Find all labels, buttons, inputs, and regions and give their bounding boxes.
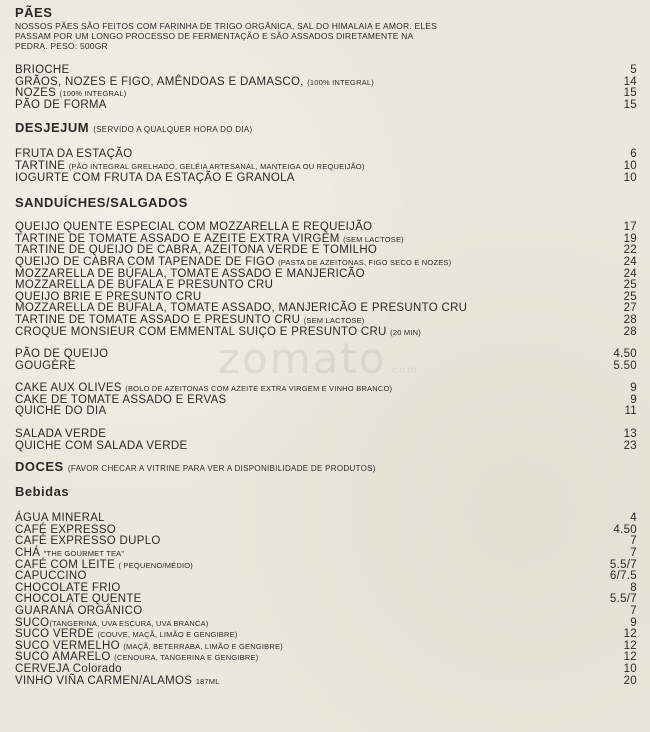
menu-item [15, 361, 637, 373]
menu-item [15, 88, 637, 100]
item-label: QUEIJO DE CABRA COM TAPENADE DE FIGO [15, 255, 279, 268]
item-price: 11 [624, 405, 637, 418]
item-price: 19 [623, 232, 637, 245]
section-title-paes: PÃES [15, 5, 53, 20]
section-title-bebidas: Bebidas [15, 484, 70, 500]
item-label: CAFÉ COM LEITE [15, 558, 119, 571]
item-price: 20 [623, 674, 637, 687]
item-price: 10 [623, 171, 637, 184]
item-price: 4.50 [613, 348, 637, 361]
item-label: MOZZARELLA DE BÚFALA, TOMATE ASSADO, MANJERICÃO E PRESUNTO CRU [15, 302, 468, 315]
item-name [15, 361, 76, 373]
item-label: SUCO [15, 616, 50, 629]
item-price: 9 [630, 616, 637, 629]
item-note: (100% INTEGRAL) [307, 77, 374, 87]
item-label: NOZES [15, 87, 60, 100]
menu-item [15, 173, 637, 185]
item-price: 13 [623, 428, 637, 441]
item-name [15, 441, 187, 453]
item-price: 4.50 [613, 523, 637, 536]
item-price: 22 [623, 244, 637, 257]
item-label: CERVEJA Colorado [15, 662, 122, 675]
item-note: ( PEQUENO/MÉDIO) [118, 560, 194, 570]
item-label: SUCO AMARELO [15, 651, 115, 664]
item-price: 8 [630, 581, 637, 594]
item-label: CHÁ [15, 547, 44, 560]
item-label: TARTINE DE TOMATE ASSADO E AZEITE EXTRA VIRGEM [15, 232, 344, 245]
paes-list [15, 65, 637, 111]
item-label: CHOCOLATE FRIO [15, 581, 121, 594]
item-price: 24 [623, 267, 637, 280]
menu-item [15, 149, 637, 161]
section-title-doces: DOCES (FAVOR CHECAR A VITRINE PARA VER A DISPONIBILIDADE DE PRODUTOS) [15, 459, 376, 475]
item-note: (BOLO DE AZEITONAS COM AZEITE EXTRA VIRGEM E VINHO BRANCO) [125, 384, 393, 394]
item-name [15, 327, 421, 339]
item-price: 27 [623, 302, 637, 315]
zomato-watermark: zomato.com [218, 334, 420, 383]
item-price: 12 [623, 628, 637, 641]
item-label: VINHO VIÑA CARMEN/ALAMOS [15, 674, 196, 687]
item-label: GRÃOS, NOZES E FIGO, AMÊNDOAS E DAMASCO, [15, 75, 308, 88]
item-label: CAPUCCINO [15, 570, 87, 583]
item-price: 10 [623, 159, 637, 172]
saladas-list [15, 429, 637, 452]
item-price: 10 [623, 662, 637, 675]
item-label: MOZZARELLA DE BÚFALA, TOMATE ASSADO E MANJERICÃO [15, 267, 365, 280]
item-label: QUICHE COM SALADA VERDE [15, 439, 188, 452]
item-label: QUEIJO QUENTE ESPECIAL COM MOZZARELLA E REQUEIJÃO [15, 221, 373, 234]
item-name [15, 100, 107, 112]
item-label: BRIOCHE [15, 64, 70, 76]
item-price: 7 [630, 547, 637, 560]
item-label: QUICHE DO DIA [15, 405, 107, 418]
item-label: GOUGÈRE [15, 359, 76, 372]
item-note: (TANGERINA, UVA ESCURA, UVA BRANCA) [49, 618, 209, 628]
item-price: 24 [623, 255, 637, 268]
sanduiches-list [15, 222, 637, 338]
item-label: CHOCOLATE QUENTE [15, 593, 142, 606]
item-price: 5.5/7 [609, 558, 637, 571]
item-price: 5 [630, 64, 637, 76]
item-name [15, 77, 374, 89]
item-note: (SEM LACTOSE) [303, 315, 365, 325]
item-label: TARTINE DE QUEIJO DE CABRA, AZEITONA VERDE E TOMILHO [15, 244, 378, 257]
item-label: CAKE AUX OLIVES [15, 382, 126, 395]
item-label: CAFÉ EXPRESSO DUPLO [15, 535, 161, 548]
desjejum-note: (SERVIDO A QUALQUER HORA DO DIA) [93, 125, 253, 135]
item-price: 6 [630, 148, 637, 161]
item-label: MOZZARELLA DE BÚFALA E PRESUNTO CRU [15, 279, 274, 292]
item-note: (COUVE, MAÇÃ, LIMÃO E GENGIBRE) [97, 630, 238, 640]
item-note: (MAÇÃ, BETERRABA, LIMÃO E GENGIBRE) [123, 641, 283, 651]
section-title-sanduiches: SANDUÍCHES/SALGADOS [15, 195, 188, 211]
item-price: 6/7.5 [609, 570, 637, 583]
item-label: QUEIJO BRIE E PRESUNTO CRU [15, 290, 202, 303]
menu-item [15, 77, 637, 89]
item-name [15, 676, 220, 688]
item-price: 17 [623, 221, 637, 234]
item-label: IOGURTE COM FRUTA DA ESTAÇÃO E GRANOLA [15, 171, 295, 184]
cakes-list [15, 383, 637, 418]
menu-item [15, 327, 637, 339]
item-note: 187ML [195, 676, 220, 686]
item-price: 28 [623, 313, 637, 326]
menu-item [15, 441, 637, 453]
item-price: 7 [630, 535, 637, 548]
desjejum-list [15, 149, 637, 184]
item-price: 14 [623, 75, 637, 88]
item-note: "THE GOURMET TEA" [43, 549, 125, 559]
item-price: 28 [623, 325, 637, 338]
item-price: 12 [623, 639, 637, 652]
item-label: SALADA VERDE [15, 428, 107, 441]
item-label: TARTINE [15, 159, 69, 172]
item-name [15, 173, 295, 185]
item-price: 23 [623, 439, 637, 452]
item-label: SUCO VERDE [15, 628, 98, 641]
item-label: SUCO VERMELHO [15, 639, 124, 652]
item-price: 9 [630, 393, 637, 406]
section-title-desjejum: DESJEJUM (SERVIDO A QUALQUER HORA DO DIA) [15, 120, 253, 136]
item-price: 25 [623, 279, 637, 292]
item-note: (PÃO INTEGRAL GRELHADO, GELÉIA ARTESANAL, MANTEIGA OU REQUEIJÃO) [68, 161, 365, 171]
item-label: PÃO DE QUEIJO [15, 348, 109, 361]
item-price: 15 [623, 98, 637, 111]
menu-item [15, 349, 637, 361]
item-label: CAFÉ EXPRESSO [15, 523, 117, 536]
item-price: 5.50 [613, 359, 637, 372]
menu-item [15, 560, 637, 572]
menu-item [15, 406, 637, 418]
menu-item [15, 606, 637, 618]
item-label: GUARANÁ ORGÂNICO [15, 605, 143, 617]
menu-item [15, 100, 637, 112]
item-price: 12 [623, 651, 637, 664]
item-note: (PASTA DE AZEITONAS, FIGO SECO E NOZES) [278, 257, 452, 267]
item-price: 25 [623, 290, 637, 303]
item-price: 7 [630, 605, 637, 617]
paes-intro: NOSSOS PÃES SÃO FEITOS COM FARINHA DE TRIGO ORGÂNICA, SAL DO HIMALAIA E AMOR. ELES PASSAM POR UM LONGO PROCESSO DE FERMENTAÇÃO E SÃO ASSADOS DIRETAMENTE NA PEDRA. PESO: 500GR [15, 21, 437, 51]
bebidas-list [15, 513, 637, 687]
menu-item [15, 676, 637, 688]
item-label: TARTINE DE TOMATE ASSADO E PRESUNTO CRU [15, 313, 304, 326]
item-price: 4 [630, 512, 637, 525]
item-label: CROQUE MONSIEUR COM EMMENTAL SUIÇO E PRESUNTO CRU [15, 325, 391, 338]
item-note: (CENOURA, TANGERINA E GENGIBRE) [114, 653, 259, 663]
item-note: (SEM LACTOSE) [343, 234, 404, 244]
item-price: 9 [630, 382, 637, 395]
item-label: FRUTA DA ESTAÇÃO [15, 148, 133, 161]
doces-note: (FAVOR CHECAR A VITRINE PARA VER A DISPONIBILIDADE DE PRODUTOS) [67, 464, 376, 474]
menu-item [15, 618, 637, 630]
item-label: ÁGUA MINERAL [15, 512, 105, 525]
item-price: 5.5/7 [609, 593, 637, 606]
item-note: (100% INTEGRAL) [59, 89, 127, 99]
menu-page [15, 6, 637, 687]
item-label: CAKE DE TOMATE ASSADO E ERVAS [15, 393, 227, 406]
item-price: 15 [623, 87, 637, 100]
menu-item [15, 395, 637, 407]
menu-item [15, 536, 637, 548]
salgados-list [15, 349, 637, 372]
item-label: PÃO DE FORMA [15, 98, 107, 111]
item-name [15, 406, 106, 418]
item-note: (20 MIN) [390, 327, 421, 337]
